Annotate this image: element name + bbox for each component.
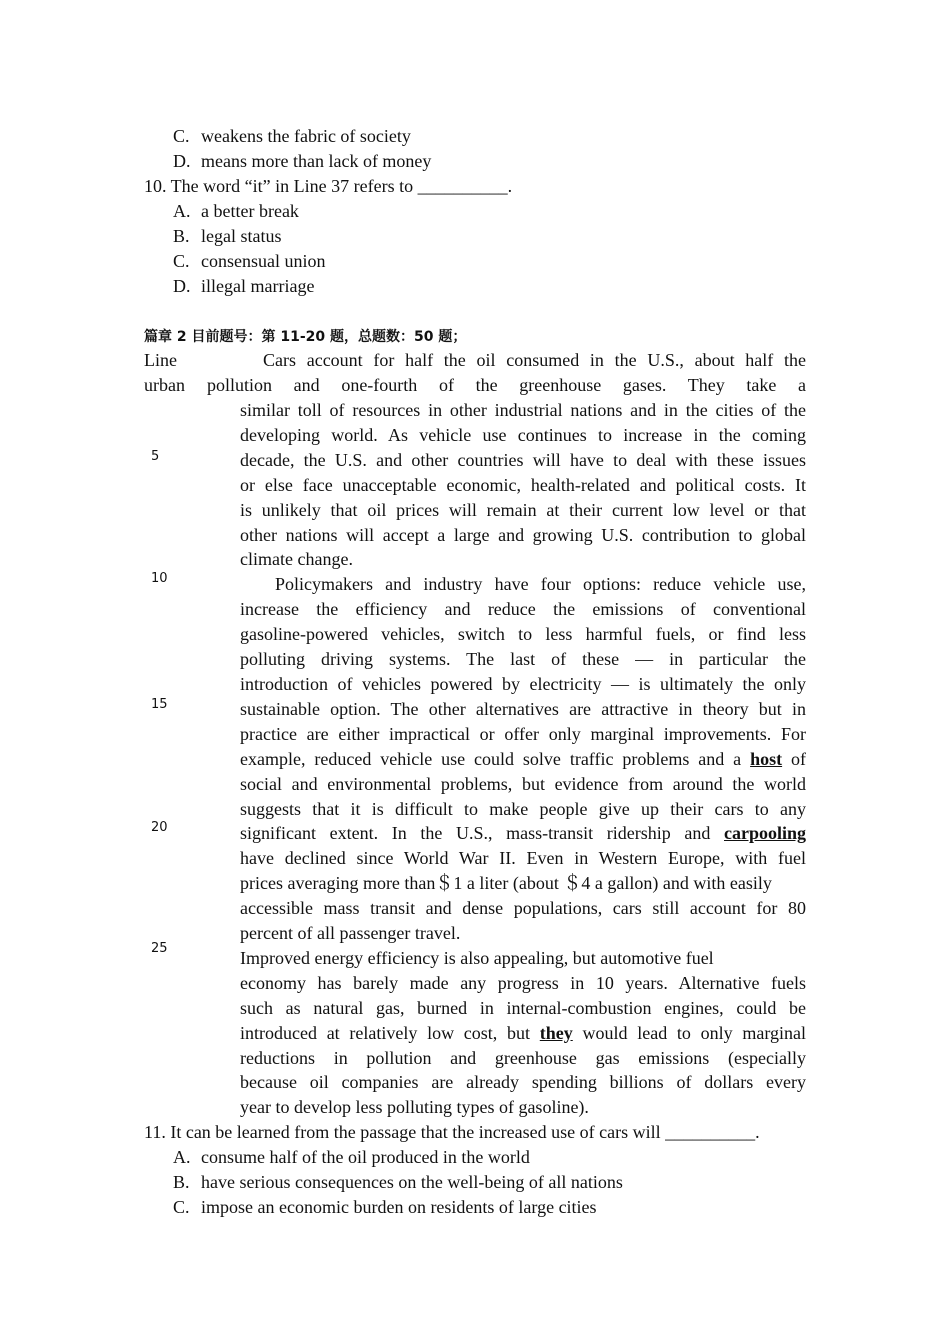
- text-run: of: [791, 748, 807, 769]
- text-run: significant extent. In the U.S., mass-transit ridership and: [240, 823, 711, 844]
- text-run: would lead to only marginal: [582, 1022, 807, 1043]
- passage-line: polluting driving systems. The last of these — in particular the: [240, 649, 806, 670]
- option-text: legal status: [201, 226, 282, 246]
- passage-line: climate change.: [240, 549, 353, 570]
- underlined-word-they: they: [539, 1022, 573, 1043]
- passage-line: pollution and one-fourth of the greenhouse gases. They take a: [207, 375, 806, 395]
- line-label: Line: [144, 350, 177, 370]
- section-header: 篇章 2 目前题号：第 11-20 题，总题数：50 题；: [144, 329, 467, 345]
- passage-line: [240, 821, 806, 846]
- passage-line: suggests that it is difficult to make people give up their cars to any: [240, 798, 806, 819]
- passage-line: because oil companies are already spending billions of dollars every: [240, 1072, 806, 1093]
- underlined-word-carpooling: carpooling: [724, 823, 807, 844]
- option-letter: A.: [173, 1147, 191, 1167]
- line-number: 10: [151, 571, 168, 586]
- passage-line: reductions in pollution and greenhouse gas emissions (especially: [240, 1047, 806, 1068]
- passage-line: economy has barely made any progress in 10 years. Alternative fuels: [240, 972, 806, 993]
- passage-line: accessible mass transit and dense populations, cars still account for 80: [240, 898, 806, 919]
- passage-line: [240, 747, 806, 772]
- passage-line: Improved energy efficiency is also appealing, but automotive fuel: [240, 947, 714, 968]
- line-number: 5: [151, 449, 160, 464]
- option-text: means more than lack of money: [201, 151, 432, 171]
- option-letter: B.: [173, 226, 190, 246]
- option-letter: D.: [173, 276, 191, 296]
- passage-line: increase the efficiency and reduce the emissions of conventional: [240, 599, 806, 620]
- passage-line-prefix: urban: [144, 375, 185, 395]
- option-letter: A.: [173, 201, 191, 221]
- question-stem: 11. It can be learned from the passage that the increased use of cars will __________.: [144, 1122, 760, 1142]
- passage-line: social and environmental problems, but evidence from around the world: [240, 773, 806, 794]
- line-number: 25: [151, 941, 168, 956]
- option-text: impose an economic burden on residents of large cities: [201, 1197, 597, 1217]
- line-number: 15: [151, 697, 168, 712]
- passage-line: is unlikely that oil prices will remain at their current low level or that: [240, 499, 806, 520]
- passage-line: other nations will accept a large and growing U.S. contribution to global: [240, 524, 806, 545]
- passage-line: prices averaging more than＄1 a liter (about ＄4 a gallon) and with easily: [240, 873, 772, 894]
- option-text: consensual union: [201, 251, 326, 271]
- option-letter: D.: [173, 151, 191, 171]
- option-text: illegal marriage: [201, 276, 315, 296]
- option-text: have serious consequences on the well-being of all nations: [201, 1172, 623, 1192]
- option-letter: B.: [173, 1172, 190, 1192]
- option-text: a better break: [201, 201, 299, 221]
- passage-line: decade, the U.S. and other countries will have to deal with these issues: [240, 449, 806, 470]
- option-text: weakens the fabric of society: [201, 126, 411, 146]
- line-number: 20: [151, 820, 168, 835]
- passage-line: percent of all passenger travel.: [240, 923, 461, 944]
- passage-line: gasoline-powered vehicles, switch to less harmful fuels, or find less: [240, 624, 806, 645]
- passage-line: practice are either impractical or offer only marginal improvements. For: [240, 723, 806, 744]
- passage-line: introduction of vehicles powered by electricity — is ultimately the only: [240, 673, 806, 694]
- option-letter: C.: [173, 251, 190, 271]
- option-letter: C.: [173, 1197, 190, 1217]
- passage-line: sustainable option. The other alternatives are attractive in theory but in: [240, 698, 806, 719]
- passage-line: Policymakers and industry have four options: reduce vehicle use,: [275, 574, 806, 595]
- passage-line: or else face unacceptable economic, health-related and political costs. It: [240, 474, 806, 495]
- text-run: introduced at relatively low cost, but: [240, 1022, 531, 1043]
- passage-line: developing world. As vehicle use continues to increase in the coming: [240, 424, 806, 445]
- passage-line: similar toll of resources in other industrial nations and in the cities of the: [240, 400, 806, 420]
- passage-line: [240, 1021, 806, 1046]
- passage-line: have declined since World War II. Even in Western Europe, with fuel: [240, 848, 806, 869]
- option-text: consume half of the oil produced in the world: [201, 1147, 530, 1167]
- passage-block: [240, 398, 806, 1120]
- question-stem: 10. The word “it” in Line 37 refers to __________.: [144, 176, 513, 196]
- text-run: example, reduced vehicle use could solve traffic problems and a: [240, 748, 742, 769]
- option-letter: C.: [173, 126, 190, 146]
- passage-line: year to develop less polluting types of gasoline).: [240, 1097, 589, 1118]
- passage-line: such as natural gas, burned in internal-combustion engines, could be: [240, 997, 806, 1018]
- passage-line: Cars account for half the oil consumed in the U.S., about half the: [263, 350, 806, 370]
- underlined-word-host: host: [750, 748, 783, 769]
